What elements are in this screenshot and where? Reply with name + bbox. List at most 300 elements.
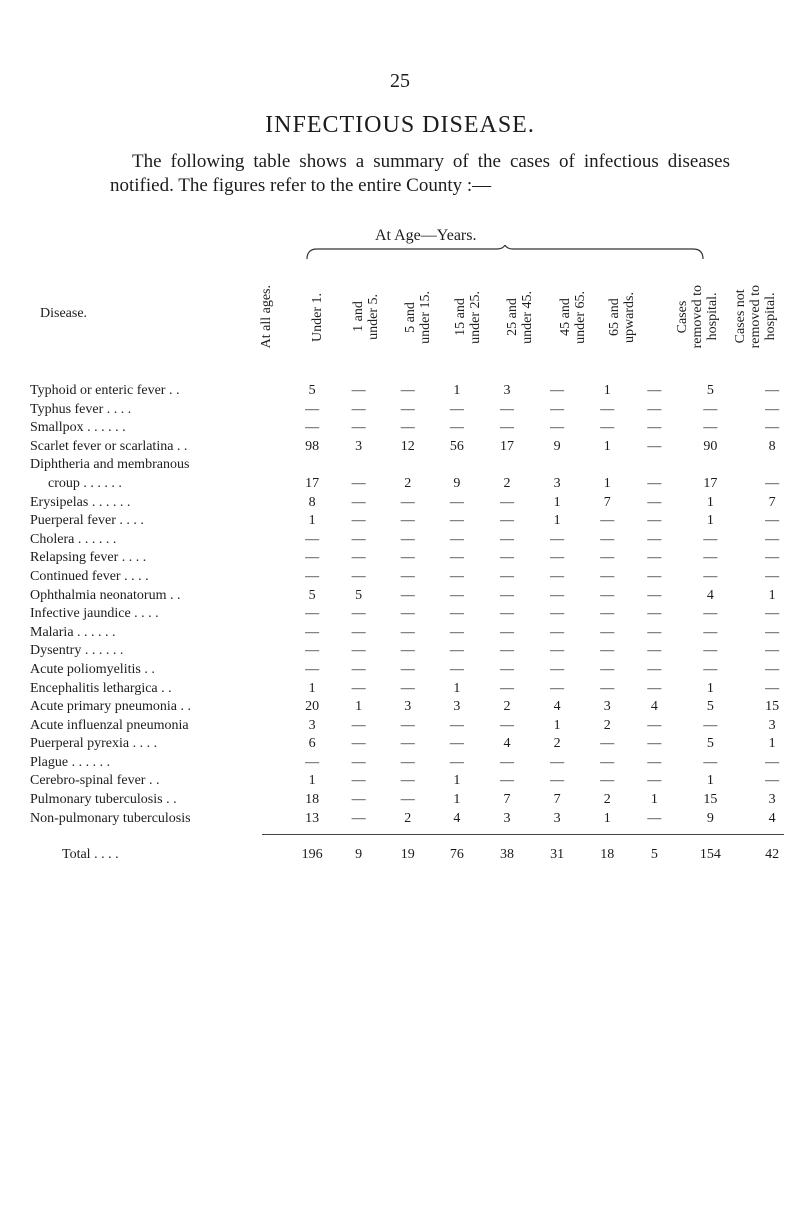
cell-value: — bbox=[305, 568, 320, 584]
cell-value: — bbox=[550, 420, 565, 436]
cell-value: — bbox=[449, 420, 464, 436]
cell-value: 20 bbox=[305, 699, 320, 715]
cell-value: — bbox=[647, 531, 662, 547]
column-header-label: 15 and under 25. bbox=[453, 290, 483, 344]
cell-value: — bbox=[765, 624, 780, 640]
cell-value: 3 bbox=[453, 699, 461, 715]
cell-value: — bbox=[600, 568, 615, 584]
disease-name: Acute primary pneumonia . . bbox=[30, 699, 191, 715]
cell-value: — bbox=[765, 383, 780, 398]
cell-value: — bbox=[400, 401, 415, 417]
disease-name: Typhus fever . . . . bbox=[30, 401, 132, 417]
cell-value: — bbox=[647, 383, 662, 398]
cell-value: — bbox=[351, 531, 366, 547]
table-row bbox=[30, 494, 800, 513]
cell-value: 3 bbox=[768, 717, 776, 733]
cell-value: — bbox=[351, 792, 366, 808]
cell-value: — bbox=[600, 624, 615, 640]
cell-value: — bbox=[400, 773, 415, 789]
cell-value: — bbox=[600, 643, 615, 659]
cell-value: 76 bbox=[449, 846, 464, 862]
cell-value: 1 bbox=[355, 699, 363, 715]
cell-value: — bbox=[500, 401, 514, 417]
cell-value: — bbox=[400, 513, 415, 529]
table-row bbox=[30, 680, 800, 699]
cell-value: 7 bbox=[503, 792, 511, 808]
cell-value: — bbox=[647, 550, 662, 566]
cell-value: 9 bbox=[553, 438, 561, 454]
cell-value: — bbox=[600, 531, 615, 547]
cell-value: 3 bbox=[503, 383, 511, 398]
cell-value: — bbox=[647, 773, 662, 789]
disease-name: Malaria . . . . . . bbox=[30, 624, 116, 640]
cell-value: — bbox=[305, 754, 320, 770]
disease-name: Cerebro-spinal fever . . bbox=[30, 773, 160, 789]
cell-value: — bbox=[765, 531, 780, 547]
table-row bbox=[30, 624, 800, 643]
cell-value: 7 bbox=[553, 792, 561, 808]
column-header-label: Cases removed to hospital. bbox=[674, 285, 720, 349]
column-header bbox=[446, 262, 490, 372]
cell-value: 1 bbox=[603, 383, 611, 398]
cell-value: 2 bbox=[603, 717, 611, 733]
cell-value: — bbox=[647, 401, 662, 417]
cell-value: — bbox=[400, 717, 415, 733]
cell-value: — bbox=[647, 513, 662, 529]
column-header bbox=[295, 262, 339, 372]
table-row bbox=[30, 512, 800, 531]
disease-name: Cholera . . . . . . bbox=[30, 531, 117, 547]
cell-value: 1 bbox=[706, 680, 714, 696]
cell-value: 1 bbox=[603, 438, 611, 454]
cell-value: — bbox=[305, 661, 320, 677]
cell-value: — bbox=[500, 587, 514, 603]
cell-value: — bbox=[703, 550, 718, 566]
cell-value: — bbox=[351, 401, 366, 417]
table-row bbox=[30, 419, 800, 438]
cell-value bbox=[744, 456, 800, 475]
table-row bbox=[30, 568, 800, 587]
cell-value: — bbox=[550, 624, 565, 640]
cell-value: 1 bbox=[453, 680, 461, 696]
cell-value: — bbox=[765, 606, 780, 622]
cell-value: — bbox=[703, 401, 718, 417]
cell-value: — bbox=[500, 550, 514, 566]
column-header-label: 5 and under 15. bbox=[403, 290, 433, 344]
cell-value: — bbox=[550, 587, 565, 603]
cell-value: — bbox=[400, 661, 415, 677]
cell-value: — bbox=[400, 568, 415, 584]
cell-value: 1 bbox=[453, 773, 461, 789]
cell-value: 42 bbox=[765, 846, 780, 862]
column-header-label: Under 1. bbox=[309, 292, 325, 342]
cell-value: — bbox=[449, 736, 464, 752]
table-row bbox=[30, 791, 800, 810]
table-row bbox=[30, 810, 800, 829]
cell-value: 196 bbox=[301, 846, 323, 862]
cell-value: 1 bbox=[768, 736, 776, 752]
cell-value: — bbox=[351, 661, 366, 677]
cell-value: — bbox=[449, 494, 464, 510]
cell-value: 15 bbox=[765, 699, 780, 715]
cell-value: — bbox=[703, 531, 718, 547]
disease-name: Non-pulmonary tuberculosis bbox=[30, 810, 191, 826]
cell-value: — bbox=[449, 717, 464, 733]
cell-value: — bbox=[351, 494, 366, 510]
cell-value: 1 bbox=[553, 513, 561, 529]
cell-value: — bbox=[550, 754, 565, 770]
cell-value: — bbox=[449, 401, 464, 417]
cell-value: 3 bbox=[308, 717, 316, 733]
cell-value: 4 bbox=[453, 810, 461, 826]
table-row bbox=[30, 531, 800, 550]
cell-value: — bbox=[647, 606, 662, 622]
cell-value: — bbox=[351, 643, 366, 659]
cell-value: — bbox=[765, 680, 780, 696]
cell-value: — bbox=[500, 513, 514, 529]
disease-name: Smallpox . . . . . . bbox=[30, 420, 126, 436]
disease-name: Typhoid or enteric fever . . bbox=[30, 383, 180, 398]
cell-value: — bbox=[600, 606, 615, 622]
cell-value: — bbox=[600, 587, 615, 603]
cell-value: 8 bbox=[308, 494, 316, 510]
page-title: INFECTIOUS DISEASE. bbox=[265, 112, 535, 138]
cell-value: 1 bbox=[553, 494, 561, 510]
cell-value: — bbox=[765, 475, 780, 491]
page-number: 25 bbox=[390, 70, 410, 92]
cell-value: — bbox=[765, 420, 780, 436]
cell-value: — bbox=[351, 624, 366, 640]
cell-value: — bbox=[600, 661, 615, 677]
cell-value bbox=[532, 456, 582, 475]
cell-value: — bbox=[703, 717, 718, 733]
cell-value: — bbox=[600, 513, 615, 529]
cell-value: — bbox=[449, 624, 464, 640]
cell-value: 4 bbox=[706, 587, 714, 603]
cell-value: — bbox=[647, 643, 662, 659]
cell-value: — bbox=[351, 773, 366, 789]
cell-value: 5 bbox=[706, 736, 714, 752]
cell-value bbox=[384, 456, 432, 475]
column-header bbox=[675, 262, 719, 372]
cell-value: — bbox=[351, 810, 366, 826]
cell-value: — bbox=[400, 624, 415, 640]
table-row bbox=[30, 642, 800, 661]
cell-value: — bbox=[400, 736, 415, 752]
cell-value: 56 bbox=[449, 438, 464, 454]
table-row bbox=[30, 605, 800, 624]
cell-value: 3 bbox=[768, 792, 776, 808]
cell-value: 3 bbox=[603, 699, 611, 715]
cell-value: — bbox=[351, 420, 366, 436]
cell-value: — bbox=[703, 420, 718, 436]
cell-value: 5 bbox=[355, 587, 363, 603]
cell-value: 2 bbox=[404, 810, 412, 826]
cell-value: — bbox=[600, 773, 615, 789]
cell-value: 4 bbox=[768, 810, 776, 826]
cell-value: — bbox=[647, 754, 662, 770]
cell-value: — bbox=[400, 754, 415, 770]
cell-value: 18 bbox=[600, 846, 615, 862]
table-row bbox=[30, 735, 800, 754]
disease-name: Scarlet fever or scarlatina . . bbox=[30, 438, 188, 454]
cell-value: — bbox=[449, 550, 464, 566]
cell-value: — bbox=[765, 754, 780, 770]
cell-value: — bbox=[400, 792, 415, 808]
cell-value: — bbox=[703, 568, 718, 584]
disease-name: Puerperal pyrexia . . . . bbox=[30, 736, 158, 752]
cell-value: 1 bbox=[706, 494, 714, 510]
cell-value: 5 bbox=[706, 699, 714, 715]
cell-value bbox=[582, 456, 632, 475]
table-row bbox=[30, 475, 800, 494]
cell-value: — bbox=[600, 680, 615, 696]
disease-name: Dysentry . . . . . . bbox=[30, 643, 124, 659]
cell-value: — bbox=[600, 736, 615, 752]
cell-value: — bbox=[351, 754, 366, 770]
cell-value: — bbox=[305, 420, 320, 436]
cell-value: — bbox=[703, 606, 718, 622]
cell-value: — bbox=[550, 401, 565, 417]
cell-value: — bbox=[449, 754, 464, 770]
cell-value: — bbox=[400, 494, 415, 510]
disease-name: Acute poliomyelitis . . bbox=[30, 661, 155, 677]
column-header bbox=[551, 262, 595, 372]
disease-name: Infective jaundice . . . . bbox=[30, 606, 159, 622]
table-row bbox=[30, 382, 800, 401]
table-row bbox=[30, 438, 800, 457]
cell-value: — bbox=[305, 624, 320, 640]
cell-value: 9 bbox=[355, 846, 363, 862]
intro-paragraph: The following table shows a summary of the cases of infectious diseases notified. The figures refer to the entire County :— bbox=[110, 151, 730, 196]
cell-value: — bbox=[600, 420, 615, 436]
cell-value: — bbox=[550, 568, 565, 584]
cell-value: — bbox=[550, 531, 565, 547]
cell-value bbox=[334, 456, 384, 475]
cell-value: 6 bbox=[308, 736, 316, 752]
cell-value: 13 bbox=[305, 810, 320, 826]
disease-column-header: Disease. bbox=[40, 306, 88, 321]
column-header bbox=[600, 262, 644, 372]
cell-value: 5 bbox=[308, 383, 316, 398]
cell-value: — bbox=[500, 717, 514, 733]
cell-value: 154 bbox=[699, 846, 721, 862]
cell-value: — bbox=[351, 475, 366, 491]
cell-value bbox=[291, 456, 334, 475]
cell-value: 1 bbox=[453, 792, 461, 808]
cell-value: — bbox=[647, 494, 662, 510]
cell-value: — bbox=[550, 606, 565, 622]
cell-value: 1 bbox=[706, 513, 714, 529]
cell-value: 5 bbox=[706, 383, 714, 398]
cell-value: 7 bbox=[603, 494, 611, 510]
cell-value: — bbox=[305, 606, 320, 622]
disease-name: Pulmonary tuberculosis . . bbox=[30, 792, 177, 808]
table-row bbox=[30, 754, 800, 773]
column-header-label: 45 and under 65. bbox=[558, 290, 588, 344]
cell-value: 15 bbox=[703, 792, 718, 808]
cell-value: — bbox=[765, 643, 780, 659]
table-row bbox=[30, 401, 800, 420]
cell-value: — bbox=[449, 661, 464, 677]
cell-value: — bbox=[647, 661, 662, 677]
cell-value: — bbox=[647, 587, 662, 603]
cell-value: — bbox=[500, 754, 514, 770]
table-row bbox=[30, 661, 800, 680]
table-row bbox=[30, 549, 800, 568]
cell-value: 2 bbox=[404, 475, 412, 491]
cell-value: 2 bbox=[503, 475, 511, 491]
cell-value: 3 bbox=[355, 438, 363, 454]
column-header bbox=[733, 262, 777, 372]
cell-value: — bbox=[400, 680, 415, 696]
cell-value: — bbox=[600, 401, 615, 417]
cell-value: — bbox=[500, 568, 514, 584]
disease-name: Total . . . . bbox=[62, 846, 119, 862]
cell-value: 18 bbox=[305, 792, 320, 808]
cell-value: — bbox=[765, 568, 780, 584]
cell-value: — bbox=[305, 401, 320, 417]
cell-value: 3 bbox=[503, 810, 511, 826]
cell-value: — bbox=[550, 643, 565, 659]
cell-value: 1 bbox=[650, 792, 658, 808]
column-header-label: 1 and under 5. bbox=[351, 294, 381, 340]
cell-value: 1 bbox=[603, 810, 611, 826]
cell-value: 38 bbox=[500, 846, 514, 862]
cell-value: — bbox=[400, 550, 415, 566]
cell-value: — bbox=[647, 568, 662, 584]
cell-value: 1 bbox=[768, 587, 776, 603]
cell-value: 12 bbox=[400, 438, 415, 454]
cell-value: — bbox=[600, 550, 615, 566]
cell-value: — bbox=[647, 717, 662, 733]
cell-value: — bbox=[647, 420, 662, 436]
cell-value: — bbox=[449, 568, 464, 584]
cell-value: — bbox=[449, 606, 464, 622]
cell-value: — bbox=[351, 383, 366, 398]
disease-name: Ophthalmia neonatorum . . bbox=[30, 587, 181, 603]
cell-value: 19 bbox=[400, 846, 415, 862]
cell-value: 1 bbox=[553, 717, 561, 733]
cell-value: — bbox=[305, 643, 320, 659]
cell-value bbox=[677, 456, 745, 475]
cell-value: — bbox=[400, 643, 415, 659]
disease-name: croup . . . . . . bbox=[48, 475, 122, 491]
cell-value: — bbox=[647, 475, 662, 491]
column-header bbox=[244, 262, 288, 372]
cell-value: — bbox=[351, 568, 366, 584]
cell-value: 1 bbox=[603, 475, 611, 491]
cell-value: — bbox=[351, 513, 366, 529]
table-row bbox=[30, 772, 800, 791]
column-header-label: 65 and upwards. bbox=[607, 291, 637, 343]
cell-value: — bbox=[550, 550, 565, 566]
cell-value: — bbox=[600, 754, 615, 770]
cell-value: — bbox=[647, 680, 662, 696]
cell-value: — bbox=[351, 717, 366, 733]
cell-value: — bbox=[550, 773, 565, 789]
cell-value: 2 bbox=[553, 736, 561, 752]
cell-value: — bbox=[400, 383, 415, 398]
cell-value: 8 bbox=[768, 438, 776, 454]
column-header-label: At all ages. bbox=[258, 285, 274, 349]
cell-value: — bbox=[703, 624, 718, 640]
cell-value: — bbox=[765, 550, 780, 566]
cell-value: — bbox=[765, 661, 780, 677]
cell-value: — bbox=[550, 661, 565, 677]
column-header bbox=[344, 262, 388, 372]
disease-name: Plague . . . . . . bbox=[30, 754, 111, 770]
cell-value: — bbox=[351, 736, 366, 752]
cell-value: 3 bbox=[553, 810, 561, 826]
cell-value: — bbox=[647, 736, 662, 752]
column-header bbox=[498, 262, 542, 372]
cell-value: 31 bbox=[550, 846, 565, 862]
cell-value: — bbox=[351, 606, 366, 622]
cell-value: — bbox=[449, 531, 464, 547]
cell-value: — bbox=[765, 773, 780, 789]
cell-value: — bbox=[550, 383, 565, 398]
cell-value: — bbox=[305, 550, 320, 566]
cell-value: 17 bbox=[305, 475, 320, 491]
cell-value: 1 bbox=[308, 680, 316, 696]
cell-value: 9 bbox=[706, 810, 714, 826]
cell-value: — bbox=[400, 606, 415, 622]
cell-value: 3 bbox=[404, 699, 412, 715]
cell-value: — bbox=[500, 643, 514, 659]
disease-name: Relapsing fever . . . . bbox=[30, 550, 147, 566]
cell-value: — bbox=[550, 680, 565, 696]
cell-value: 4 bbox=[503, 736, 511, 752]
cell-value: 3 bbox=[553, 475, 561, 491]
cell-value: — bbox=[647, 810, 662, 826]
cell-value bbox=[482, 456, 532, 475]
cell-value bbox=[432, 456, 482, 475]
cell-value: 7 bbox=[768, 494, 776, 510]
column-header-label: 25 and under 45. bbox=[505, 290, 535, 344]
disease-name: Diphtheria and membranous bbox=[30, 457, 190, 473]
cell-value: — bbox=[449, 643, 464, 659]
cell-value: — bbox=[400, 531, 415, 547]
cell-value: — bbox=[500, 680, 514, 696]
cell-value: — bbox=[500, 420, 514, 436]
disease-name: Erysipelas . . . . . . bbox=[30, 494, 131, 510]
cell-value: 4 bbox=[553, 699, 561, 715]
cell-value: — bbox=[500, 661, 514, 677]
cell-value: 1 bbox=[308, 513, 316, 529]
disease-name: Puerperal fever . . . . bbox=[30, 513, 144, 529]
cell-value: — bbox=[305, 531, 320, 547]
disease-name: Acute influenzal pneumonia bbox=[30, 717, 189, 733]
cell-value: — bbox=[765, 513, 780, 529]
age-group-brace bbox=[305, 245, 705, 261]
cell-value: — bbox=[703, 754, 718, 770]
age-group-caption: At Age—Years. bbox=[375, 227, 477, 244]
cell-value: 17 bbox=[500, 438, 514, 454]
table-row bbox=[30, 456, 800, 475]
cell-value: 90 bbox=[703, 438, 718, 454]
cell-value: — bbox=[400, 587, 415, 603]
cell-value: — bbox=[500, 531, 514, 547]
cell-value: 9 bbox=[453, 475, 461, 491]
cell-value: 98 bbox=[305, 438, 320, 454]
cell-value: — bbox=[500, 624, 514, 640]
cell-value: — bbox=[647, 624, 662, 640]
disease-name: Encephalitis lethargica . . bbox=[30, 680, 172, 696]
cell-value: — bbox=[500, 494, 514, 510]
cell-value: 2 bbox=[503, 699, 511, 715]
cell-value: — bbox=[500, 606, 514, 622]
